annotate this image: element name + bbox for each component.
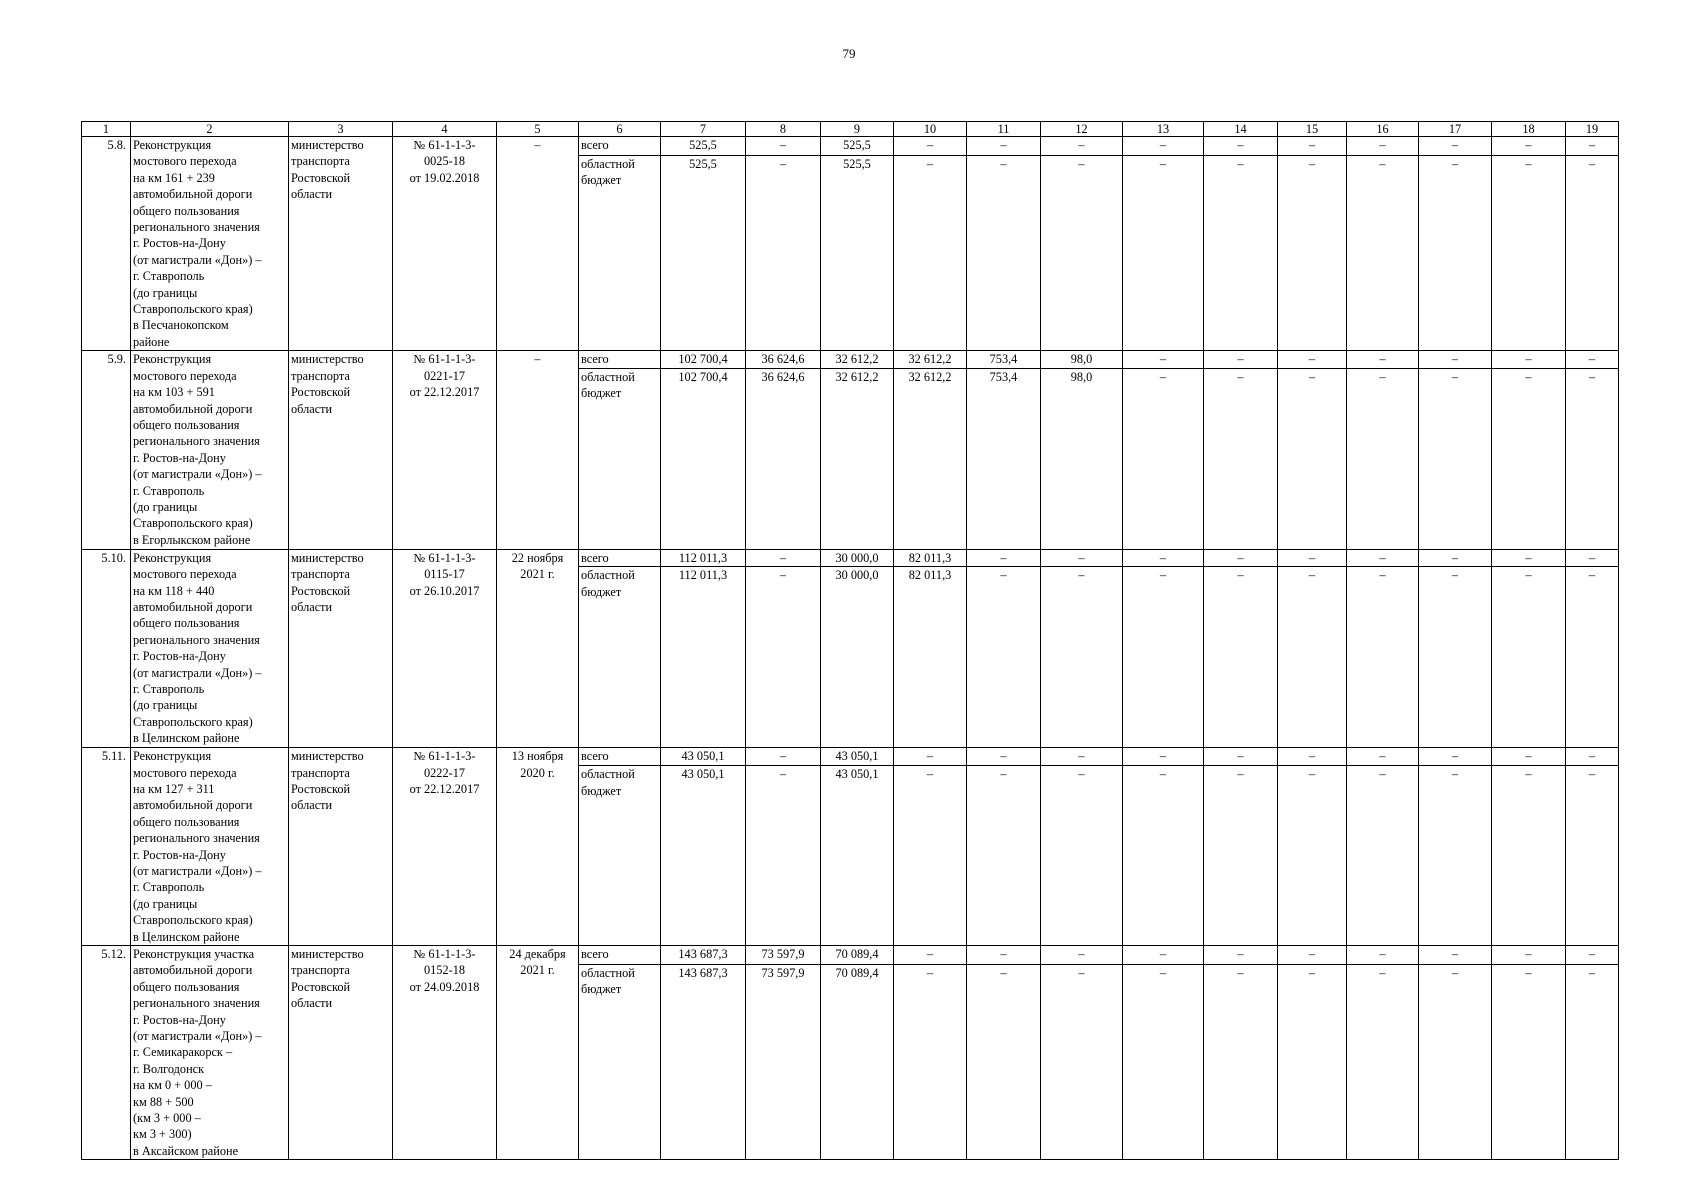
value-cell: 525,5 bbox=[661, 137, 746, 156]
value-cell: 112 011,3 bbox=[661, 549, 746, 566]
value-cell: 753,4 bbox=[967, 368, 1041, 549]
column-header: 2 bbox=[131, 122, 289, 137]
value-cell: – bbox=[894, 748, 967, 766]
value-cell: – bbox=[1041, 748, 1123, 766]
column-header: 14 bbox=[1204, 122, 1278, 137]
value-cell: – bbox=[1492, 549, 1566, 566]
value-cell: – bbox=[1566, 137, 1619, 156]
program-table bbox=[81, 121, 1619, 1160]
column-header: 6 bbox=[579, 122, 661, 137]
value-cell: – bbox=[967, 748, 1041, 766]
value-cell: 70 089,4 bbox=[821, 964, 894, 1159]
value-cell: 98,0 bbox=[1041, 368, 1123, 549]
value-cell: – bbox=[1278, 567, 1347, 748]
value-cell: 32 612,2 bbox=[894, 351, 967, 368]
value-cell: – bbox=[1492, 748, 1566, 766]
value-cell: – bbox=[1278, 155, 1347, 350]
value-cell: 32 612,2 bbox=[894, 368, 967, 549]
value-cell: – bbox=[967, 549, 1041, 566]
value-cell: – bbox=[1204, 351, 1278, 368]
header-row bbox=[82, 122, 1619, 137]
object-name: Реконструкция мостового перехода на км 161 + 239 автомобильной дороги общего пользования регионального значения г. Ростов-на-Дону (от магистрали «Дон») – г. Ставрополь (до границы Ставропольского края) в Песчанокопском районе bbox=[131, 137, 289, 351]
expertise-doc: № 61-1-1-3- 0025-18 от 19.02.2018 bbox=[393, 137, 497, 351]
value-cell: – bbox=[746, 567, 821, 748]
value-cell: 43 050,1 bbox=[661, 766, 746, 946]
value-cell: – bbox=[1566, 368, 1619, 549]
object-name: Реконструкция участка автомобильной дороги общего пользования регионального значения г. Ростов-на-Дону (от магистрали «Дон») – г. Семикаракорск – г. Волгодонск на км 0 + 000 – км 88 + 500 (км 3 + 000 – км 3 + 300) в Аксайском районе bbox=[131, 945, 289, 1159]
completion-date: 22 ноября 2021 г. bbox=[497, 549, 579, 747]
value-cell: – bbox=[894, 945, 967, 964]
responsible-org: министерство транспорта Ростовской области bbox=[289, 137, 393, 351]
value-cell: – bbox=[1123, 748, 1204, 766]
value-cell: 102 700,4 bbox=[661, 351, 746, 368]
value-cell: – bbox=[1347, 368, 1419, 549]
value-cell: 32 612,2 bbox=[821, 351, 894, 368]
column-header: 5 bbox=[497, 122, 579, 137]
value-cell: 112 011,3 bbox=[661, 567, 746, 748]
value-cell: – bbox=[1278, 549, 1347, 566]
value-cell: – bbox=[746, 549, 821, 566]
value-cell: – bbox=[1566, 351, 1619, 368]
column-header: 9 bbox=[821, 122, 894, 137]
value-cell: – bbox=[1204, 766, 1278, 946]
value-cell: – bbox=[967, 567, 1041, 748]
column-header: 3 bbox=[289, 122, 393, 137]
value-cell: – bbox=[1041, 567, 1123, 748]
value-cell: – bbox=[967, 964, 1041, 1159]
value-cell: 525,5 bbox=[661, 155, 746, 350]
row-number: 5.8. bbox=[82, 137, 131, 351]
expertise-doc: № 61-1-1-3- 0115-17 от 26.10.2017 bbox=[393, 549, 497, 747]
value-cell: – bbox=[1419, 945, 1492, 964]
value-cell: – bbox=[1204, 567, 1278, 748]
value-cell: – bbox=[1419, 351, 1492, 368]
value-cell: 30 000,0 bbox=[821, 567, 894, 748]
responsible-org: министерство транспорта Ростовской области bbox=[289, 549, 393, 747]
value-cell: – bbox=[1419, 137, 1492, 156]
column-header: 12 bbox=[1041, 122, 1123, 137]
value-cell: 43 050,1 bbox=[821, 766, 894, 946]
value-cell: – bbox=[1347, 766, 1419, 946]
value-cell: 525,5 bbox=[821, 137, 894, 156]
value-cell: 143 687,3 bbox=[661, 964, 746, 1159]
table-row bbox=[82, 137, 1619, 156]
value-cell: – bbox=[1278, 137, 1347, 156]
value-cell: – bbox=[1204, 748, 1278, 766]
completion-date: – bbox=[497, 137, 579, 351]
column-header: 4 bbox=[393, 122, 497, 137]
funding-source: всего bbox=[579, 549, 661, 566]
value-cell: – bbox=[1347, 351, 1419, 368]
value-cell: – bbox=[1041, 964, 1123, 1159]
value-cell: 753,4 bbox=[967, 351, 1041, 368]
value-cell: – bbox=[967, 766, 1041, 946]
value-cell: – bbox=[967, 155, 1041, 350]
value-cell: – bbox=[1347, 137, 1419, 156]
column-header: 8 bbox=[746, 122, 821, 137]
value-cell: – bbox=[746, 766, 821, 946]
value-cell: – bbox=[1041, 549, 1123, 566]
value-cell: – bbox=[1419, 766, 1492, 946]
value-cell: – bbox=[746, 748, 821, 766]
value-cell: – bbox=[1041, 766, 1123, 946]
value-cell: 43 050,1 bbox=[821, 748, 894, 766]
column-header: 16 bbox=[1347, 122, 1419, 137]
value-cell: – bbox=[1347, 964, 1419, 1159]
value-cell: – bbox=[1419, 549, 1492, 566]
table-row bbox=[82, 748, 1619, 766]
value-cell: – bbox=[746, 137, 821, 156]
object-name: Реконструкция мостового перехода на км 127 + 311 автомобильной дороги общего пользования регионального значения г. Ростов-на-Дону (от магистрали «Дон») – г. Ставрополь (до границы Ставропольского края) в Целинском районе bbox=[131, 748, 289, 946]
value-cell: – bbox=[1492, 964, 1566, 1159]
funding-source: всего bbox=[579, 748, 661, 766]
value-cell: – bbox=[1492, 351, 1566, 368]
value-cell: – bbox=[1123, 964, 1204, 1159]
value-cell: – bbox=[967, 137, 1041, 156]
column-header: 11 bbox=[967, 122, 1041, 137]
value-cell: 98,0 bbox=[1041, 351, 1123, 368]
value-cell: – bbox=[1492, 368, 1566, 549]
object-name: Реконструкция мостового перехода на км 103 + 591 автомобильной дороги общего пользования регионального значения г. Ростов-на-Дону (от магистрали «Дон») – г. Ставрополь (до границы Ставропольского края) в Егорлыкском районе bbox=[131, 351, 289, 549]
value-cell: – bbox=[894, 964, 967, 1159]
value-cell: – bbox=[1566, 567, 1619, 748]
value-cell: – bbox=[967, 945, 1041, 964]
responsible-org: министерство транспорта Ростовской области bbox=[289, 945, 393, 1159]
value-cell: – bbox=[1492, 567, 1566, 748]
value-cell: – bbox=[1041, 155, 1123, 350]
value-cell: – bbox=[1419, 748, 1492, 766]
value-cell: 82 011,3 bbox=[894, 549, 967, 566]
funding-source: областной бюджет bbox=[579, 766, 661, 946]
expertise-doc: № 61-1-1-3- 0222-17 от 22.12.2017 bbox=[393, 748, 497, 946]
value-cell: – bbox=[894, 155, 967, 350]
value-cell: – bbox=[1204, 549, 1278, 566]
value-cell: 43 050,1 bbox=[661, 748, 746, 766]
value-cell: – bbox=[1419, 964, 1492, 1159]
value-cell: – bbox=[1123, 155, 1204, 350]
value-cell: – bbox=[1123, 766, 1204, 946]
value-cell: – bbox=[746, 155, 821, 350]
value-cell: – bbox=[1278, 368, 1347, 549]
value-cell: 73 597,9 bbox=[746, 945, 821, 964]
value-cell: – bbox=[1347, 945, 1419, 964]
column-header: 17 bbox=[1419, 122, 1492, 137]
value-cell: – bbox=[1492, 766, 1566, 946]
value-cell: – bbox=[1492, 155, 1566, 350]
column-header: 15 bbox=[1278, 122, 1347, 137]
value-cell: – bbox=[1278, 748, 1347, 766]
value-cell: – bbox=[1566, 549, 1619, 566]
value-cell: – bbox=[1278, 766, 1347, 946]
value-cell: – bbox=[1566, 155, 1619, 350]
expertise-doc: № 61-1-1-3- 0152-18 от 24.09.2018 bbox=[393, 945, 497, 1159]
value-cell: – bbox=[1123, 945, 1204, 964]
value-cell: 82 011,3 bbox=[894, 567, 967, 748]
responsible-org: министерство транспорта Ростовской области bbox=[289, 748, 393, 946]
funding-source: всего bbox=[579, 137, 661, 156]
value-cell: 36 624,6 bbox=[746, 351, 821, 368]
funding-source: областной бюджет bbox=[579, 567, 661, 748]
value-cell: – bbox=[894, 766, 967, 946]
value-cell: 102 700,4 bbox=[661, 368, 746, 549]
value-cell: – bbox=[1204, 368, 1278, 549]
value-cell: 525,5 bbox=[821, 155, 894, 350]
expertise-doc: № 61-1-1-3- 0221-17 от 22.12.2017 bbox=[393, 351, 497, 549]
object-name: Реконструкция мостового перехода на км 118 + 440 автомобильной дороги общего пользования регионального значения г. Ростов-на-Дону (от магистрали «Дон») – г. Ставрополь (до границы Ставропольского края) в Целинском районе bbox=[131, 549, 289, 747]
column-header: 18 bbox=[1492, 122, 1566, 137]
value-cell: 32 612,2 bbox=[821, 368, 894, 549]
value-cell: – bbox=[1492, 945, 1566, 964]
value-cell: – bbox=[894, 137, 967, 156]
column-header: 10 bbox=[894, 122, 967, 137]
funding-source: всего bbox=[579, 351, 661, 368]
value-cell: 70 089,4 bbox=[821, 945, 894, 964]
value-cell: – bbox=[1278, 945, 1347, 964]
value-cell: – bbox=[1347, 155, 1419, 350]
completion-date: 24 декабря 2021 г. bbox=[497, 945, 579, 1159]
funding-source: всего bbox=[579, 945, 661, 964]
value-cell: – bbox=[1347, 748, 1419, 766]
table-row bbox=[82, 351, 1619, 368]
value-cell: – bbox=[1204, 137, 1278, 156]
value-cell: – bbox=[1419, 368, 1492, 549]
column-header: 19 bbox=[1566, 122, 1619, 137]
row-number: 5.11. bbox=[82, 748, 131, 946]
value-cell: 30 000,0 bbox=[821, 549, 894, 566]
value-cell: – bbox=[1123, 549, 1204, 566]
value-cell: – bbox=[1041, 137, 1123, 156]
value-cell: – bbox=[1419, 567, 1492, 748]
value-cell: – bbox=[1566, 748, 1619, 766]
value-cell: 73 597,9 bbox=[746, 964, 821, 1159]
completion-date: 13 ноября 2020 г. bbox=[497, 748, 579, 946]
value-cell: – bbox=[1278, 964, 1347, 1159]
column-header: 13 bbox=[1123, 122, 1204, 137]
row-number: 5.12. bbox=[82, 945, 131, 1159]
table-row bbox=[82, 945, 1619, 964]
value-cell: – bbox=[1492, 137, 1566, 156]
funding-source: областной бюджет bbox=[579, 155, 661, 350]
value-cell: – bbox=[1347, 567, 1419, 748]
table-row bbox=[82, 549, 1619, 566]
value-cell: – bbox=[1419, 155, 1492, 350]
value-cell: – bbox=[1204, 964, 1278, 1159]
value-cell: – bbox=[1204, 945, 1278, 964]
column-header: 1 bbox=[82, 122, 131, 137]
value-cell: – bbox=[1123, 351, 1204, 368]
value-cell: – bbox=[1123, 368, 1204, 549]
value-cell: – bbox=[1123, 567, 1204, 748]
column-header: 7 bbox=[661, 122, 746, 137]
value-cell: – bbox=[1123, 137, 1204, 156]
page-number: 79 bbox=[842, 46, 856, 61]
value-cell: – bbox=[1566, 766, 1619, 946]
responsible-org: министерство транспорта Ростовской области bbox=[289, 351, 393, 549]
value-cell: – bbox=[1566, 945, 1619, 964]
value-cell: – bbox=[1041, 945, 1123, 964]
value-cell: – bbox=[1278, 351, 1347, 368]
value-cell: 143 687,3 bbox=[661, 945, 746, 964]
value-cell: 36 624,6 bbox=[746, 368, 821, 549]
funding-source: областной бюджет bbox=[579, 964, 661, 1159]
value-cell: – bbox=[1204, 155, 1278, 350]
funding-source: областной бюджет bbox=[579, 368, 661, 549]
completion-date: – bbox=[497, 351, 579, 549]
row-number: 5.10. bbox=[82, 549, 131, 747]
row-number: 5.9. bbox=[82, 351, 131, 549]
value-cell: – bbox=[1347, 549, 1419, 566]
value-cell: – bbox=[1566, 964, 1619, 1159]
